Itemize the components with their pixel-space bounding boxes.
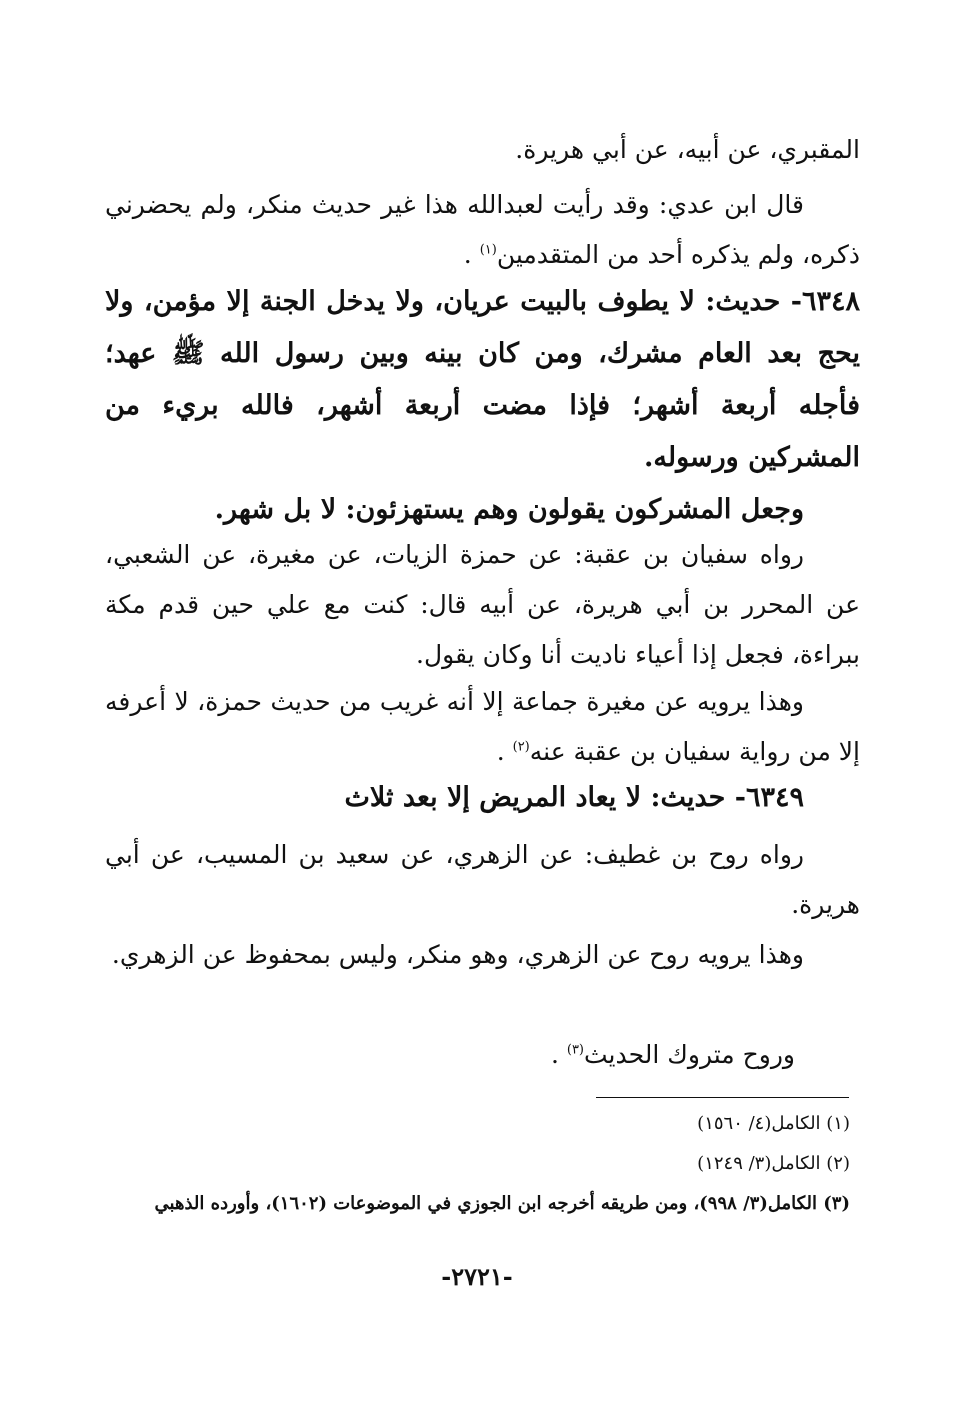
paragraph-ghareeb bbox=[105, 677, 860, 777]
footnote-ref-2: (٢) bbox=[512, 739, 530, 755]
paragraph-text: ٦٣٤٩- حديث: لا يعاد المريض إلا بعد ثلاث bbox=[344, 782, 804, 813]
paragraph-matruk bbox=[105, 1030, 860, 1080]
paragraph-text: وجعل المشركون يقولون وهم يستهزئون: لا بل شهر. bbox=[214, 494, 804, 525]
footnote-ref-3: (٣) bbox=[566, 1042, 584, 1058]
paragraph-intro bbox=[105, 125, 860, 175]
paragraph-text: قال ابن عدي: وقد رأيت لعبدالله هذا غير حديث منكر، ولم يحضرني ذكره، ولم يذكره أحد من المتقدمين bbox=[105, 190, 860, 269]
paragraph-ibn-adi bbox=[105, 180, 860, 280]
paragraph-text: المقبري، عن أبيه، عن أبي هريرة. bbox=[515, 135, 860, 164]
paragraph-rawh bbox=[105, 830, 860, 930]
paragraph-end: . bbox=[550, 1040, 559, 1069]
hadith-6349 bbox=[105, 772, 860, 824]
hadith-6348 bbox=[105, 276, 860, 484]
paragraph-text: وهذا يرويه عن مغيرة جماعة إلا أنه غريب من حديث حمزة، لا أعرفه إلا من رواية سفيان بن عقبة عنه bbox=[105, 687, 860, 766]
paragraph-sufyan bbox=[105, 530, 860, 680]
footnote-1: (١) الكامل(٤/ ١٥٦٠) bbox=[697, 1113, 850, 1134]
paragraph-end: . bbox=[463, 240, 472, 269]
footnote-ref-1: (١) bbox=[479, 242, 497, 258]
paragraph-mushrikun bbox=[105, 484, 860, 536]
paragraph-end: . bbox=[496, 737, 505, 766]
paragraph-text: رواه روح بن غطيف: عن الزهري، عن سعيد بن المسيب، عن أبي هريرة. bbox=[105, 840, 860, 919]
footnote-3: (٣) الكامل(٣/ ٩٩٨)، ومن طريقه أخرجه ابن الجوزي في الموضوعات (١٦٠٢)، وأورده الذهبي bbox=[154, 1193, 850, 1214]
paragraph-text: رواه سفيان بن عقبة: عن حمزة الزيات، عن مغيرة، عن الشعبي، عن المحرر بن أبي هريرة، عن أبيه قال: كنت مع علي حين قدم مكة ببراءة، فجعل إذا أعياء ناديت أنا وكان يقول. bbox=[105, 540, 860, 669]
footnote-separator bbox=[596, 1097, 849, 1098]
footnote-2: (٢) الكامل(٣/ ١٢٤٩) bbox=[697, 1153, 850, 1174]
page-number: -٢٧٢١- bbox=[441, 1262, 513, 1291]
paragraph-text: وروح متروك الحديث bbox=[584, 1040, 795, 1069]
paragraph-text: وهذا يرويه روح عن الزهري، وهو منكر، وليس بمحفوظ عن الزهري. bbox=[111, 940, 804, 969]
paragraph-munkar bbox=[105, 930, 860, 980]
paragraph-text: ٦٣٤٨- حديث: لا يطوف بالبيت عريان، ولا يدخل الجنة إلا مؤمن، ولا يحج بعد العام مشرك، ومن كان بينه وبين رسول الله ﷺ عهد؛ فأجله أربعة أشهر؛ فإذا مضت أربعة أشهر، فالله بريء من المشركين ورسوله. bbox=[105, 286, 860, 473]
